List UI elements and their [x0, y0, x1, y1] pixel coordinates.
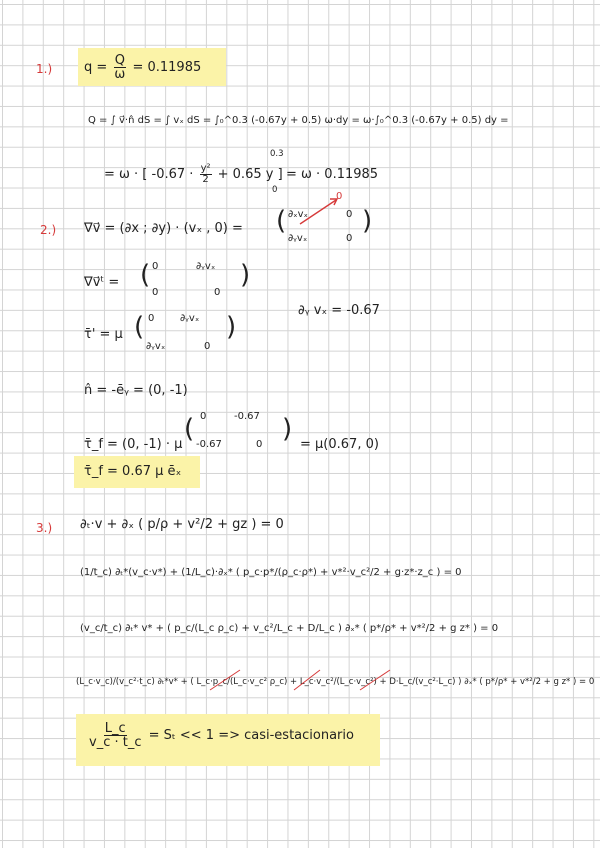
strouhal-conclusion: = Sₜ << 1 => casi-estacionario — [148, 728, 354, 743]
shear-rate-value: ∂ᵧ vₓ = -0.67 — [298, 303, 380, 318]
tau-matrix-cell: 0 — [204, 341, 211, 352]
correction-zero: 0 — [336, 191, 343, 202]
grad-matrix-cell: 0 — [346, 233, 353, 244]
nondimensional-form: (L_c·v_c)/(v_c²·t_c) ∂ₜ*v* + ( L_c·p_c/(L_c·v_c² ρ_c) + L_c·v_c²/(L_c·v_c²) + D·L_c/(v_c²·L_c) ) ∂ₓ* ( p*/ρ* + v*²/2 + g z* ) = 0 — [76, 677, 595, 687]
velocity-gradient-transpose: ∇v⃗ᵗ = — [84, 275, 120, 290]
section-number-1: 1.) — [36, 62, 53, 76]
integral-lower-limit: 0 — [272, 185, 278, 195]
grad-matrix-cell: 0 — [346, 209, 353, 220]
velocity-gradient: ∇v⃗ = (∂x ; ∂y) · (vₓ , 0) = — [84, 221, 243, 236]
section-number-2: 2.) — [40, 223, 57, 237]
q-lhs: q = — [84, 60, 108, 75]
q-fraction: $\frac{Q}{\omega}$ — [114, 53, 126, 82]
gradt-matrix-cell: ∂ᵧvₓ — [196, 261, 216, 272]
tau-matrix-right-paren: ) — [226, 312, 237, 342]
cancel-stroke — [294, 670, 320, 690]
integral-evaluation: = ω · [ -0.67 · $\frac{\text{y²}}{2}$ + 0.65 y ] — [104, 163, 283, 185]
integral-result: = ω · 0.11985 — [286, 167, 379, 182]
dimensional-substitution: (1/t_c) ∂ₜ*(v_c·v*) + (1/L_c)·∂ₓ* ( p_c·p*/(ρ_c·ρ*) + v*²·v_c²/2 + g·z*·z_c ) = 0 — [80, 567, 462, 578]
tau-matrix-left-paren: ( — [134, 312, 145, 342]
gradt-matrix-cell: 0 — [214, 287, 221, 298]
grad-matrix-left-paren: ( — [276, 206, 287, 236]
tau-matrix-cell: ∂ᵧvₓ — [180, 313, 200, 324]
tauf-matrix-cell: 0 — [256, 439, 263, 450]
gradt-matrix-cell: 0 — [152, 287, 159, 298]
wall-traction-lhs: τ̄_f = (0, -1) · μ — [84, 437, 183, 452]
tau-matrix-cell: 0 — [148, 313, 155, 324]
tau-matrix-cell: ∂ᵧvₓ — [146, 341, 166, 352]
section-number-3: 3.) — [36, 521, 53, 535]
flux-integral-equation: Q = ∫ v⃗·n̂ dS = ∫ vₓ dS = ∫₀^0.3 (-0.67y + 0.5) ω·dy = ω·∫₀^0.3 (-0.67y + 0.5) dy = — [88, 115, 509, 126]
bernoulli-unsteady-equation: ∂ₜ·v + ∂ₓ ( p/ρ + v²/2 + gz ) = 0 — [80, 517, 284, 532]
shear-stress-tensor: τ̄' = μ — [84, 327, 123, 342]
wall-normal-vector: n̂ = -ēᵧ = (0, -1) — [84, 383, 188, 398]
cancel-stroke — [210, 670, 240, 690]
grad-matrix-cell: ∂ᵧvₓ — [288, 233, 308, 244]
strouhal-fraction: $\frac{L\_c}{v\_c \cdot t\_c}$ — [89, 721, 142, 750]
grouped-scales: (v_c/t_c) ∂ₜ* v* + ( p_c/(L_c ρ_c) + v_c²/L_c + D/L_c ) ∂ₓ* ( p*/ρ* + v*²/2 + g z* ) = 0 — [80, 623, 499, 634]
integral-upper-limit: 0.3 — [270, 149, 284, 159]
q-rhs: = 0.11985 — [132, 60, 202, 75]
wall-traction-rhs: = μ(0.67, 0) — [300, 437, 379, 452]
gradt-matrix-left-paren: ( — [140, 260, 151, 290]
correction-arrow — [300, 200, 336, 224]
cancel-stroke — [360, 670, 390, 690]
grad-matrix-right-paren: ) — [362, 206, 373, 236]
tauf-matrix-cell: -0.67 — [196, 439, 222, 450]
tauf-matrix-right-paren: ) — [282, 414, 293, 444]
y-squared-fraction: $\frac{\text{y²}}{2}$ — [200, 163, 211, 185]
gradt-matrix-right-paren: ) — [240, 260, 251, 290]
gradt-matrix-cell: 0 — [152, 261, 159, 272]
wall-traction-result: τ̄_f = 0.67 μ ēₓ — [84, 464, 182, 479]
tauf-matrix-cell: -0.67 — [234, 411, 260, 422]
grad-matrix-cell: ∂ₓvₓ — [288, 209, 308, 220]
tauf-matrix-cell: 0 — [200, 411, 207, 422]
tauf-matrix-left-paren: ( — [184, 414, 195, 444]
